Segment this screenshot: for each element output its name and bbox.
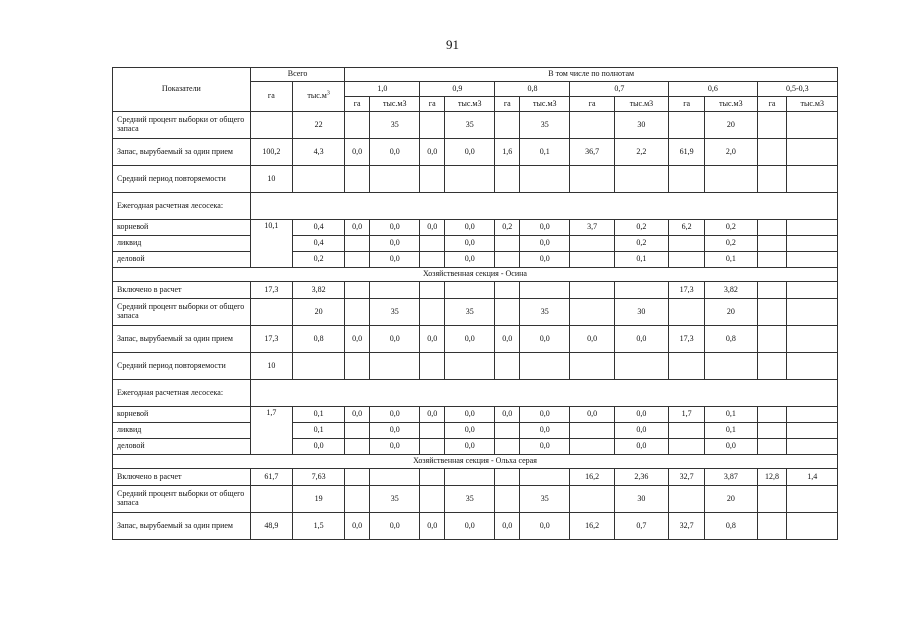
cell: 0,0 <box>445 236 495 252</box>
cell: 0,0 <box>370 407 420 423</box>
cell <box>787 252 838 268</box>
cell: 0,0 <box>445 252 495 268</box>
cell: 0,0 <box>345 407 370 423</box>
cell: 35 <box>520 486 570 513</box>
unit-volume: тыс.м3 <box>370 97 420 112</box>
row-label: Средний период повторяемости <box>113 166 251 193</box>
cell <box>757 282 787 299</box>
header-by-density: В том числе по полнотам <box>345 68 838 82</box>
cell: 19 <box>292 486 344 513</box>
cell <box>370 282 420 299</box>
cell <box>787 486 838 513</box>
cell: 0,0 <box>445 220 495 236</box>
cell <box>495 282 520 299</box>
cell <box>787 220 838 236</box>
cell: 0,2 <box>495 220 520 236</box>
cell: 0,0 <box>445 423 495 439</box>
table-row <box>113 439 838 455</box>
cell: 0,0 <box>370 252 420 268</box>
cell: 0,0 <box>520 513 570 540</box>
header-total-volume: $тыс.м^3$ <box>292 82 344 112</box>
cell: 0,0 <box>345 513 370 540</box>
cell <box>669 486 705 513</box>
table-row <box>113 112 838 139</box>
cell: 0,1 <box>705 252 757 268</box>
cell <box>345 299 370 326</box>
row-label: Запас, вырубаемый за один прием <box>113 139 251 166</box>
cell: 0,2 <box>614 220 668 236</box>
cell: 0,0 <box>420 139 445 166</box>
cell: 35 <box>520 112 570 139</box>
row-label: ликвид <box>113 236 251 252</box>
cell <box>420 439 445 455</box>
row-label: Запас, вырубаемый за один прием <box>113 326 251 353</box>
cell: 35 <box>370 486 420 513</box>
cell <box>757 299 787 326</box>
cell <box>495 112 520 139</box>
cell <box>757 236 787 252</box>
cell: 0,0 <box>445 439 495 455</box>
table-row <box>113 166 838 193</box>
cell: 0,0 <box>345 139 370 166</box>
cell <box>787 423 838 439</box>
row-label: Включено в расчет <box>113 469 251 486</box>
cell: 48,9 <box>250 513 292 540</box>
cell: 2,2 <box>614 139 668 166</box>
cell <box>757 220 787 236</box>
cell: 0,2 <box>614 236 668 252</box>
cell <box>570 439 614 455</box>
cell: 61,9 <box>669 139 705 166</box>
cell: 3,7 <box>570 220 614 236</box>
cell <box>420 299 445 326</box>
cell: 0,8 <box>292 326 344 353</box>
cell <box>250 112 292 139</box>
cell: 0,1 <box>614 252 668 268</box>
cell <box>787 513 838 540</box>
cell: 1,5 <box>292 513 344 540</box>
row-label: Средний процент выборки от общего запаса <box>113 486 251 513</box>
cell <box>757 407 787 423</box>
cell: 7,63 <box>292 469 344 486</box>
cell: 0,0 <box>370 236 420 252</box>
cell: 2,0 <box>705 139 757 166</box>
cell <box>420 236 445 252</box>
cell <box>787 112 838 139</box>
cell: 0,0 <box>570 326 614 353</box>
cell: 17,3 <box>250 282 292 299</box>
row-label: деловой <box>113 252 251 268</box>
cell: 0,0 <box>292 439 344 455</box>
cell: 20 <box>705 299 757 326</box>
cell: 0,0 <box>614 326 668 353</box>
cell: 0,0 <box>370 439 420 455</box>
cell: 1,4 <box>787 469 838 486</box>
cell: 61,7 <box>250 469 292 486</box>
cell <box>757 252 787 268</box>
table-row <box>113 220 838 236</box>
cell <box>757 326 787 353</box>
cell: 1,6 <box>495 139 520 166</box>
table-row <box>113 486 838 513</box>
cell <box>345 486 370 513</box>
cell <box>520 469 570 486</box>
cell <box>570 282 614 299</box>
cell: 0,1 <box>292 407 344 423</box>
cell: 17,3 <box>250 326 292 353</box>
cell <box>370 469 420 486</box>
cell <box>570 423 614 439</box>
cell: 32,7 <box>669 469 705 486</box>
cell: 10 <box>250 166 292 193</box>
cell: 0,0 <box>705 439 757 455</box>
row-label: Средний процент выборки от общего запаса <box>113 299 251 326</box>
cell: 100,2 <box>250 139 292 166</box>
row-label: ликвид <box>113 423 251 439</box>
cell: 0,0 <box>420 220 445 236</box>
cell <box>757 513 787 540</box>
row-label: Ежегодная расчетная лесосека: <box>113 193 251 220</box>
cell: 0,0 <box>370 139 420 166</box>
cell <box>495 439 520 455</box>
row-label: корневой <box>113 407 251 423</box>
cell: 3,82 <box>292 282 344 299</box>
unit-ha: га <box>420 97 445 112</box>
section-header-alder: Хозяйственная секция - Ольха серая <box>113 455 838 469</box>
cell <box>520 282 570 299</box>
cell: 0,0 <box>420 407 445 423</box>
cell <box>495 486 520 513</box>
cell: 35 <box>445 112 495 139</box>
unit-ha: га <box>495 97 520 112</box>
table-row <box>113 423 838 439</box>
density-header: 0,7 <box>570 82 669 97</box>
cell: 30 <box>614 486 668 513</box>
cell <box>420 469 445 486</box>
page-number: 91 <box>446 37 459 52</box>
cell <box>757 423 787 439</box>
cell: 35 <box>445 486 495 513</box>
cell: 0,7 <box>614 513 668 540</box>
cell: 0,2 <box>292 252 344 268</box>
cell <box>570 486 614 513</box>
cell: 10,1 <box>250 220 292 268</box>
cell: 0,1 <box>292 423 344 439</box>
row-label: Средний процент выборки от общего запаса <box>113 112 251 139</box>
cell <box>570 112 614 139</box>
cell <box>669 423 705 439</box>
cell: 20 <box>705 112 757 139</box>
unit-ha: га <box>757 97 787 112</box>
cell: 35 <box>445 299 495 326</box>
cell <box>757 486 787 513</box>
cell: 0,0 <box>445 513 495 540</box>
cell <box>757 112 787 139</box>
unit-volume: тыс.м3 <box>787 97 838 112</box>
cell: 0,0 <box>370 326 420 353</box>
cell <box>669 439 705 455</box>
cell: 17,3 <box>669 282 705 299</box>
unit-volume: тыс.м3 <box>520 97 570 112</box>
row-label: Запас, вырубаемый за один прием <box>113 513 251 540</box>
cell: 1,7 <box>669 407 705 423</box>
cell: 6,2 <box>669 220 705 236</box>
cell <box>445 282 495 299</box>
cell: 3,82 <box>705 282 757 299</box>
cell: 0,0 <box>520 236 570 252</box>
cell: 35 <box>370 299 420 326</box>
cell: 2,36 <box>614 469 668 486</box>
cell: 0,0 <box>345 326 370 353</box>
cell <box>495 252 520 268</box>
cell <box>669 236 705 252</box>
cell: 17,3 <box>669 326 705 353</box>
density-header: 0,6 <box>669 82 757 97</box>
cell: 0,4 <box>292 236 344 252</box>
cell: 0,0 <box>420 513 445 540</box>
cell <box>345 469 370 486</box>
cell: 35 <box>520 299 570 326</box>
table-row <box>113 469 838 486</box>
cell <box>570 252 614 268</box>
cell <box>787 407 838 423</box>
cell: 16,2 <box>570 513 614 540</box>
cell <box>420 112 445 139</box>
cell: 0,4 <box>292 220 344 236</box>
header-total-ha: га <box>250 82 292 112</box>
cell: 0,0 <box>495 513 520 540</box>
cell: 0,0 <box>370 423 420 439</box>
cell: 0,0 <box>520 220 570 236</box>
cell: 4,3 <box>292 139 344 166</box>
table-row <box>113 193 838 220</box>
cell: 0,0 <box>495 407 520 423</box>
cell <box>757 439 787 455</box>
cell <box>345 236 370 252</box>
table-row <box>113 513 838 540</box>
cell <box>495 469 520 486</box>
cell <box>420 486 445 513</box>
cell <box>345 423 370 439</box>
unit-ha: га <box>345 97 370 112</box>
density-header: 0,5-0,3 <box>757 82 837 97</box>
table-row <box>113 299 838 326</box>
unit-ha: га <box>669 97 705 112</box>
cell: 30 <box>614 299 668 326</box>
unit-ha: га <box>570 97 614 112</box>
cell <box>495 236 520 252</box>
cell: 0,0 <box>614 407 668 423</box>
row-label: Ежегодная расчетная лесосека: <box>113 380 251 407</box>
cell: 0,1 <box>520 139 570 166</box>
cell <box>669 252 705 268</box>
cell <box>495 423 520 439</box>
cell: 0,0 <box>520 252 570 268</box>
cell: 16,2 <box>570 469 614 486</box>
cell: 0,0 <box>614 439 668 455</box>
row-label: деловой <box>113 439 251 455</box>
table-row <box>113 380 838 407</box>
cell: 0,0 <box>445 407 495 423</box>
cell <box>420 423 445 439</box>
cell <box>787 299 838 326</box>
cell <box>345 282 370 299</box>
cell <box>570 299 614 326</box>
cell <box>757 139 787 166</box>
cell: 22 <box>292 112 344 139</box>
table-row <box>113 236 838 252</box>
cell: 0,0 <box>420 326 445 353</box>
unit-volume: тыс.м3 <box>705 97 757 112</box>
row-label: Средний период повторяемости <box>113 353 251 380</box>
header-indicator: Показатели <box>113 68 251 112</box>
cell: 0,1 <box>705 423 757 439</box>
density-header: 0,8 <box>495 82 570 97</box>
cell: 0,0 <box>345 220 370 236</box>
row-label: корневой <box>113 220 251 236</box>
cell <box>420 252 445 268</box>
cell: 0,0 <box>370 513 420 540</box>
cell: 32,7 <box>669 513 705 540</box>
cell <box>250 486 292 513</box>
cell <box>445 469 495 486</box>
cell: 0,0 <box>520 326 570 353</box>
cell <box>669 112 705 139</box>
cell <box>345 112 370 139</box>
section-header-aspen: Хозяйственная секция - Осина <box>113 268 838 282</box>
cell: 0,0 <box>445 326 495 353</box>
cell: 30 <box>614 112 668 139</box>
table-row <box>113 282 838 299</box>
cell: 0,0 <box>445 139 495 166</box>
cell <box>787 326 838 353</box>
cell <box>345 439 370 455</box>
cell: 12,8 <box>757 469 787 486</box>
cell: 20 <box>292 299 344 326</box>
cell: 0,0 <box>520 407 570 423</box>
cell <box>669 299 705 326</box>
density-header: 1,0 <box>345 82 420 97</box>
cell <box>787 439 838 455</box>
cell: 0,0 <box>495 326 520 353</box>
cell: 0,2 <box>705 236 757 252</box>
unit-volume: тыс.м3 <box>614 97 668 112</box>
cell <box>787 236 838 252</box>
cell: 0,0 <box>614 423 668 439</box>
table-row <box>113 353 838 380</box>
cell: 0,1 <box>705 407 757 423</box>
row-label: Включено в расчет <box>113 282 251 299</box>
cell <box>570 236 614 252</box>
cell: 0,0 <box>570 407 614 423</box>
cell <box>250 299 292 326</box>
cell: 0,8 <box>705 326 757 353</box>
cell: 0,0 <box>370 220 420 236</box>
density-header: 0,9 <box>420 82 495 97</box>
cell: 0,0 <box>520 439 570 455</box>
cell: 10 <box>250 353 292 380</box>
cell: 35 <box>370 112 420 139</box>
allowable-cut-table <box>112 67 838 540</box>
unit-volume: тыс.м3 <box>445 97 495 112</box>
table-row <box>113 407 838 423</box>
cell <box>495 299 520 326</box>
cell: 36,7 <box>570 139 614 166</box>
cell <box>787 139 838 166</box>
table-row <box>113 326 838 353</box>
cell <box>345 252 370 268</box>
cell: 1,7 <box>250 407 292 455</box>
cell <box>614 282 668 299</box>
cell: 3,87 <box>705 469 757 486</box>
cell: 0,8 <box>705 513 757 540</box>
cell <box>420 282 445 299</box>
cell <box>787 282 838 299</box>
header-total: Всего <box>250 68 345 82</box>
cell: 0,2 <box>705 220 757 236</box>
table-row <box>113 252 838 268</box>
cell: 20 <box>705 486 757 513</box>
cell: 0,0 <box>520 423 570 439</box>
table-row <box>113 139 838 166</box>
